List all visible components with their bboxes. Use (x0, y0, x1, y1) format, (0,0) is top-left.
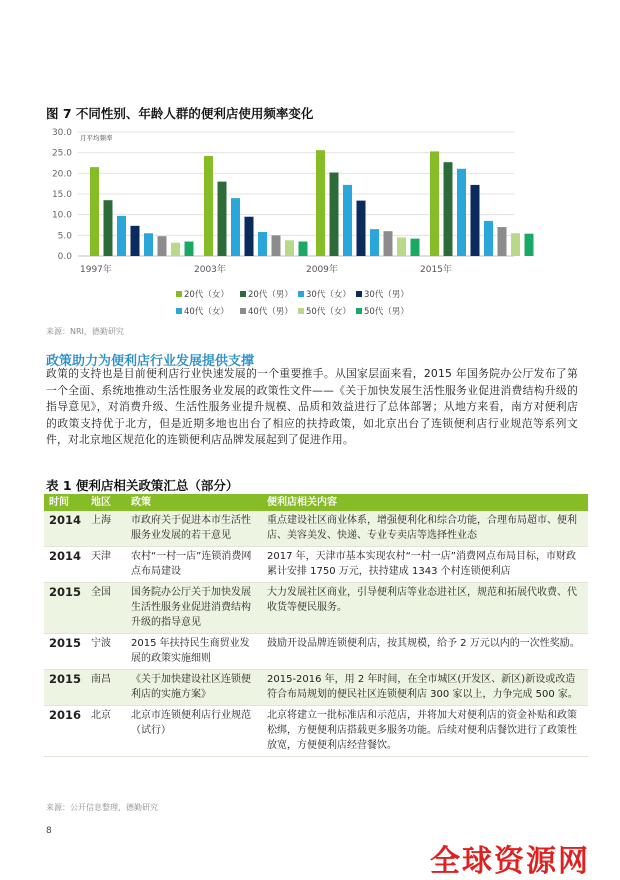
bar-chart (0, 0, 620, 340)
policy-table (44, 494, 588, 757)
legend-label: 30代（女） (306, 290, 351, 300)
bar (204, 156, 213, 256)
bar (231, 198, 240, 256)
bar (444, 162, 453, 256)
header-content: 便利店相关内容 (262, 494, 588, 511)
bar (525, 234, 534, 256)
bar (370, 229, 379, 256)
bar (457, 169, 466, 256)
bar (316, 150, 325, 256)
bar (343, 185, 352, 256)
table-row (44, 583, 588, 634)
bar (90, 167, 99, 256)
cell-policy: 北京市连锁便利店行业规范（试行） (126, 706, 262, 757)
bar (511, 233, 520, 256)
cell-policy: 《关于加快建设社区连锁便利店的实施方案》 (126, 670, 262, 706)
cell-content: 鼓励开设品牌连锁便利店，按其规模，给予 2 万元以内的一次性奖励。 (262, 634, 588, 670)
table-row (44, 706, 588, 757)
legend-label: 50代（男） (364, 307, 409, 317)
table-row (44, 634, 588, 670)
cell-year: 2016 (44, 706, 86, 757)
x-tick-label: 2009年 (306, 265, 338, 275)
legend-swatch (240, 291, 246, 297)
bar (299, 242, 308, 256)
cell-region: 北京 (86, 706, 126, 757)
legend-label: 20代（男） (248, 290, 293, 300)
cell-year: 2015 (44, 583, 86, 634)
legend-swatch (176, 291, 182, 297)
y-tick-label: 15.0 (51, 190, 72, 200)
bar (471, 185, 480, 256)
bar (357, 201, 366, 256)
legend-swatch (356, 308, 362, 314)
cell-content: 重点建设社区商业体系，增强便利化和综合功能，合理布局超市、便利店、美容美发、快递、专业专卖店等选择性业态 (262, 511, 588, 547)
bar (411, 239, 420, 256)
bar (330, 173, 339, 256)
table-title: 表 1 便利店相关政策汇总（部分） (46, 478, 239, 493)
cell-content: 大力发展社区商业，引导便利店等业态进社区，规范和拓展代收费、代收货等便民服务。 (262, 583, 588, 634)
cell-content: 2015-2016 年，用 2 年时间，在全市城区(开发区、新区)新设或改造符合布局规划的便民社区连锁便利店 300 家以上，力争完成 500 家。 (262, 670, 588, 706)
y-tick-label: 0.0 (57, 252, 72, 262)
legend-swatch (240, 308, 246, 314)
bar (185, 242, 194, 256)
header-year: 时间 (44, 494, 86, 511)
bar (104, 200, 113, 256)
figure-title: 图 7 不同性别、年龄人群的便利店使用频率变化 (46, 106, 314, 121)
bar (484, 221, 493, 256)
cell-policy: 国务院办公厅关于加快发展生活性服务业促进消费结构升级的指导意见 (126, 583, 262, 634)
legend-label: 20代（女） (184, 290, 229, 300)
y-tick-label: 25.0 (51, 148, 72, 159)
cell-region: 南昌 (86, 670, 126, 706)
bar (245, 217, 254, 256)
table-row (44, 511, 588, 547)
table-row (44, 670, 588, 706)
cell-region: 上海 (86, 511, 126, 547)
legend-label: 40代（女） (184, 307, 229, 317)
table-source: 来源：公开信息整理，德勤研究 (46, 803, 158, 812)
header-policy: 政策 (126, 494, 262, 511)
legend-label: 50代（女） (306, 307, 351, 317)
legend-label: 30代（男） (364, 290, 409, 300)
legend-swatch (298, 308, 304, 314)
cell-region: 宁波 (86, 634, 126, 670)
cell-content: 北京将建立一批标准店和示范店，并将加大对便利店的资金补贴和政策松绑，方便便利店搭载更多服务功能。后续对便利店餐饮进行了政策性放宽，方便便利店经营餐饮。 (262, 706, 588, 757)
cell-policy: 2015 年扶持民生商贸业发展的政策实施细则 (126, 634, 262, 670)
table-header-row (44, 494, 588, 511)
bar (131, 226, 140, 256)
watermark-text: 全球资源网 (430, 844, 590, 879)
legend-swatch (298, 291, 304, 297)
cell-year: 2015 (44, 670, 86, 706)
figure-source: 来源：NRI，德勤研究 (46, 327, 124, 336)
bar (117, 216, 126, 256)
x-tick-label: 2003年 (194, 265, 226, 275)
bar (158, 236, 167, 256)
header-region: 地区 (86, 494, 126, 511)
bar (498, 227, 507, 256)
bar (144, 233, 153, 256)
bar (285, 240, 294, 256)
y-tick-label: 20.0 (51, 169, 72, 180)
bar (430, 151, 439, 256)
y-tick-label: 10.0 (51, 210, 72, 221)
x-tick-label: 1997年 (80, 265, 112, 275)
y-axis-label: 月平均频率 (80, 134, 113, 142)
legend-swatch (176, 308, 182, 314)
cell-region: 全国 (86, 583, 126, 634)
cell-year: 2014 (44, 511, 86, 547)
table-row (44, 547, 588, 583)
cell-policy: 市政府关于促进本市生活性服务业发展的若干意见 (126, 511, 262, 547)
legend-label: 40代（男） (248, 307, 293, 317)
bar (397, 237, 406, 256)
cell-content: 2017 年，天津市基本实现农村“一村一店”消费网点布局目标，市财政累计安排 1750 万元，扶持建成 1343 个村连锁便利店 (262, 547, 588, 583)
cell-year: 2014 (44, 547, 86, 583)
cell-policy: 农村“一村一店”连锁消费网点布局建设 (126, 547, 262, 583)
page-number: 8 (46, 826, 52, 836)
bar (171, 243, 180, 256)
bar (384, 231, 393, 256)
y-tick-label: 5.0 (57, 231, 72, 242)
bar (272, 235, 281, 256)
legend-swatch (356, 291, 362, 297)
y-tick-label: 30.0 (51, 128, 72, 138)
section-body: 政策的支持也是目前便利店行业快速发展的一个重要推手。从国家层面来看，2015 年国务院办公厅发布了第一个全面、系统地推动生活性服务业发展的政策性文件——《关于加快发展生活性服务业促进消费结构升级的指导意见》，对消费升级、生活性服务业提升规模、品质和效益进行了总体部署；从地方来看，南方对便利店的政策支持优于北方，但是近期多地也出台了相应的扶持政策，如北京出台了连锁便利店行业规范等系列文件，对北京地区规范化的连锁便利店品牌发展起到了促进作用。 (46, 367, 578, 446)
bar (218, 182, 227, 256)
x-tick-label: 2015年 (420, 265, 452, 275)
bar (258, 232, 267, 256)
cell-year: 2015 (44, 634, 86, 670)
section-title: 政策助力为便利店行业发展提供支撑 (46, 354, 255, 369)
cell-region: 天津 (86, 547, 126, 583)
